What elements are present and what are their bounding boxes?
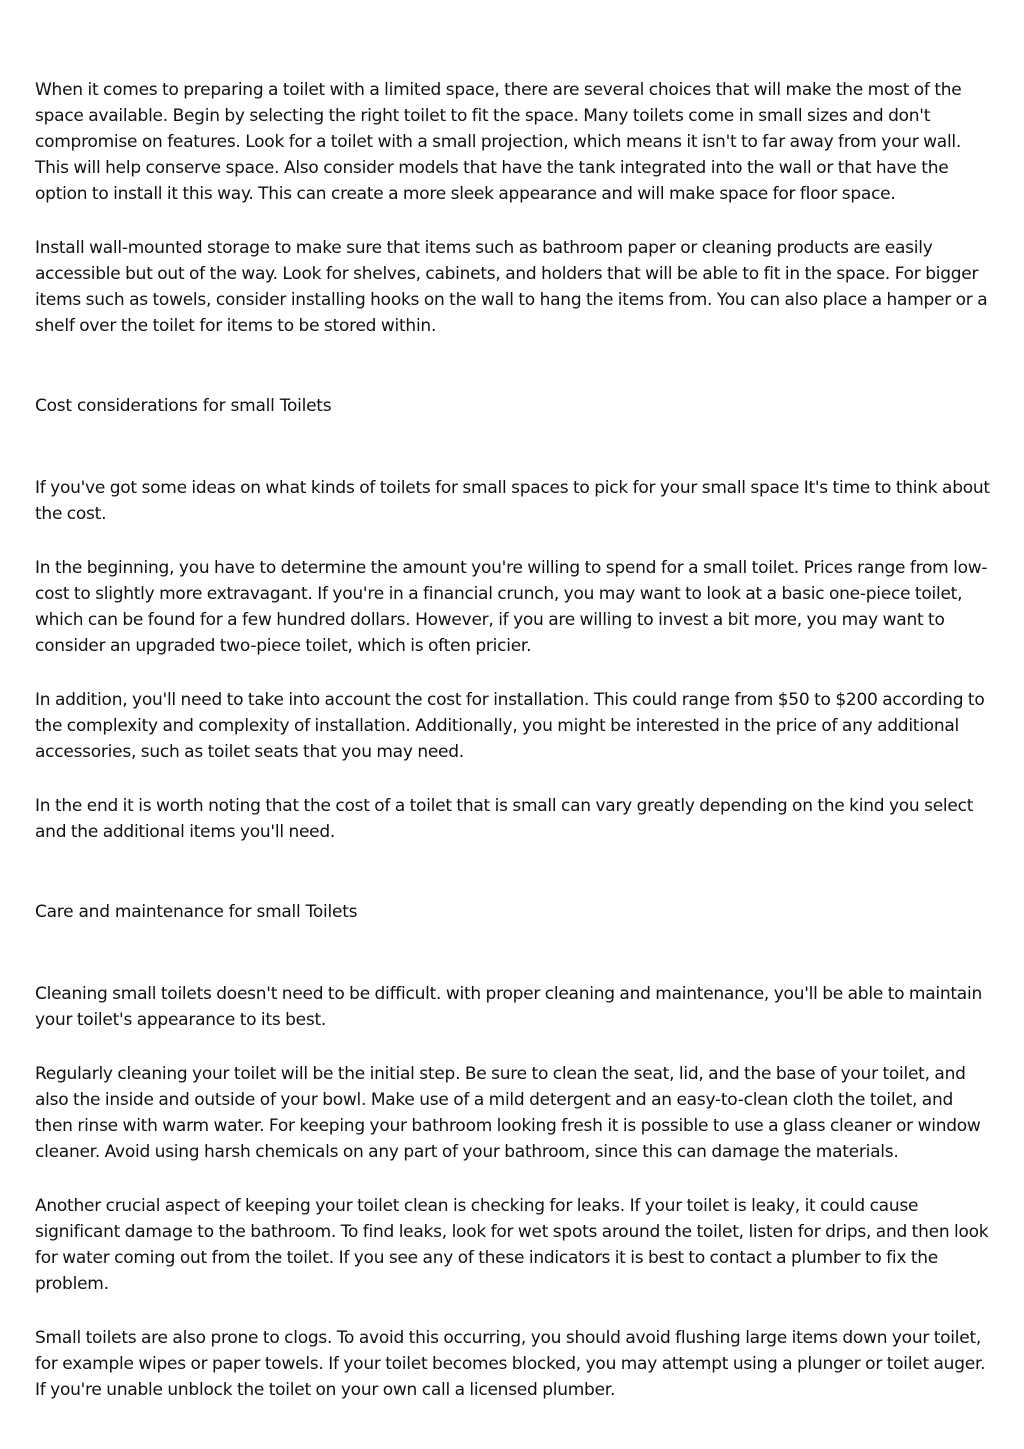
care-paragraph-1: Cleaning small toilets doesn't need to be difficult. with proper cleaning and maintenance, you'll be able to maintain your toilet's appearance to its best. xyxy=(35,984,982,1030)
care-paragraph-3: Another crucial aspect of keeping your toilet clean is checking for leaks. If your toilet is leaky, it could cause significant damage to the bathroom. To find leaks, look for wet spots around the toilet, listen for drips, and then look for water coming out from the toilet. If you see any of these indicators it is best to contact a plumber to fix the problem. xyxy=(35,1196,989,1294)
cost-section-heading: Cost considerations for small Toilets xyxy=(35,396,332,416)
care-paragraph-4: Small toilets are also prone to clogs. To avoid this occurring, you should avoid flushing large items down your toilet, for example wipes or paper towels. If your toilet becomes blocked, you may attempt using a plunger or toilet auger. If you're unable unblock the toilet on your own call a licensed plumber. xyxy=(35,1328,986,1400)
intro-paragraph-1: When it comes to preparing a toilet with a limited space, there are several choices that will make the most of the space available. Begin by selecting the right toilet to fit the space. Many toilets come in small sizes and don't compromise on features. Look for a toilet with a small projection, which means it isn't to far away from your wall. This will help conserve space. Also consider models that have the tank integrated into the wall or that have the option to install it this way. This can create a more sleek appearance and will make space for floor space. xyxy=(35,80,962,204)
cost-paragraph-2: In the beginning, you have to determine the amount you're willing to spend for a small toilet. Prices range from low-cost to slightly more extravagant. If you're in a financial crunch, you may want to look at a basic one-piece toilet, which can be found for a few hundred dollars. However, if you are willing to invest a bit more, you may want to consider an upgraded two-piece toilet, which is often pricier. xyxy=(35,558,988,656)
care-paragraph-2: Regularly cleaning your toilet will be the initial step. Be sure to clean the seat, lid, and the base of your toilet, and also the inside and outside of your bowl. Make use of a mild detergent and an easy-to-clean cloth the toilet, and then rinse with warm water. For keeping your bathroom looking fresh it is possible to use a glass cleaner or window cleaner. Avoid using harsh chemicals on any part of your bathroom, since this can damage the materials. xyxy=(35,1064,981,1162)
cost-paragraph-4: In the end it is worth noting that the cost of a toilet that is small can vary greatly depending on the kind you select and the additional items you'll need. xyxy=(35,796,974,842)
cost-paragraph-1: If you've got some ideas on what kinds of toilets for small spaces to pick for your small space It's time to think about the cost. xyxy=(35,478,990,524)
cost-paragraph-3: In addition, you'll need to take into account the cost for installation. This could range from $50 to $200 according to the complexity and complexity of installation. Additionally, you might be interested in the price of any additional accessories, such as toilet seats that you may need. xyxy=(35,690,985,762)
care-section-heading: Care and maintenance for small Toilets xyxy=(35,902,358,922)
intro-paragraph-2: Install wall-mounted storage to make sure that items such as bathroom paper or cleaning products are easily accessible but out of the way. Look for shelves, cabinets, and holders that will be able to fit in the space. For bigger items such as towels, consider installing hooks on the wall to hang the items from. You can also place a hamper or a shelf over the toilet for items to be stored within. xyxy=(35,238,988,336)
